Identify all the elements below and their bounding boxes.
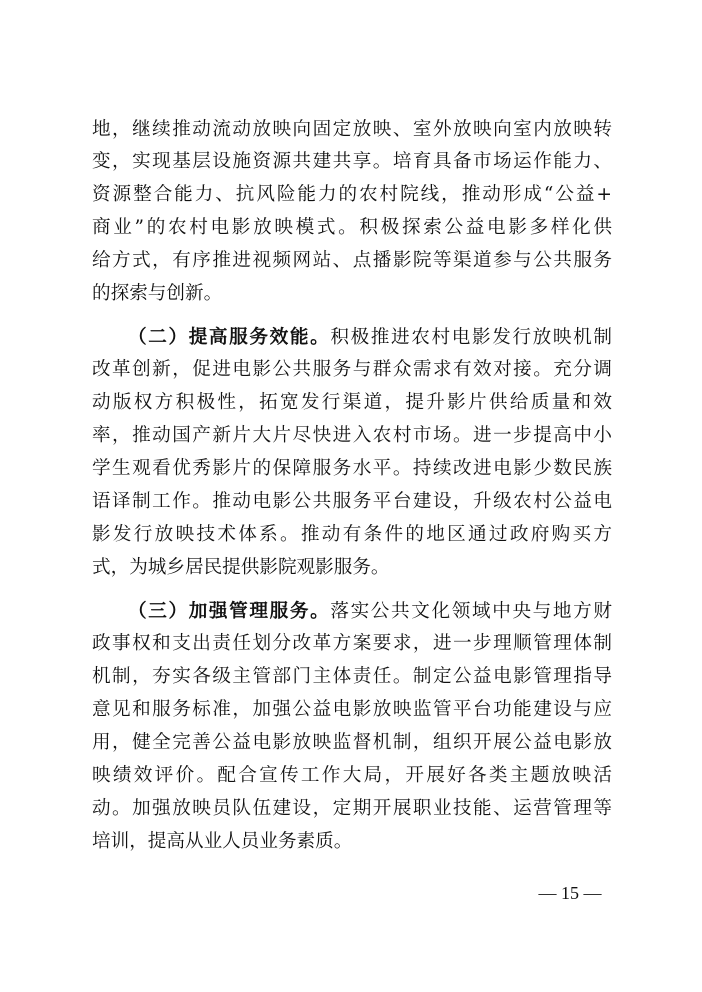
paragraph-3-line-8: 培训，提高从业人员业务素质。 [92,831,353,852]
paragraph-3-line-5: 用，健全完善公益电影放映监督机制，组织开展公益电影放 [92,732,612,753]
paragraph-3-first-line-text: 落实公共文化领域中央与地方财 [330,601,612,622]
section-heading-3: （三）加强管理服务。 [128,601,331,622]
paragraph-2-line-5: 学生观看优秀影片的保障服务水平。持续改进电影少数民族 [92,458,612,479]
paragraph-2-first-line-text: 积极推进农村电影发行放映机制 [330,327,612,348]
section-heading-2: （二）提高服务效能。 [128,327,331,348]
paragraph-2-line-8: 式，为城乡居民提供影院观影服务。 [92,557,390,578]
paragraph-3-line-2: 政事权和支出责任划分改革方案要求，进一步理顺管理体制 [92,633,612,654]
page-number: — 15 — [538,883,602,903]
paragraph-1-line-6: 的探索与创新。 [92,283,223,304]
paragraph-2-line-3: 动版权方积极性，拓宽发行渠道，提升影片供给质量和效 [92,392,612,413]
paragraph-2-line-4: 率，推动国产新片大片尽快进入农村市场。进一步提高中小 [92,425,612,446]
paragraph-3-line-6: 映绩效评价。配合宣传工作大局，开展好各类主题放映活 [92,765,612,786]
paragraph-2-line-7: 影发行放映技术体系。推动有条件的地区通过政府购买方 [92,524,612,545]
paragraph-1-line-2: 变，实现基层设施资源共建共享。培育具备市场运作能力、 [92,151,612,172]
paragraph-3-line-7: 动。加强放映员队伍建设，定期开展职业技能、运营管理等 [92,798,612,819]
paragraph-1-line-5: 给方式，有序推进视频网站、点播影院等渠道参与公共服务 [92,250,612,271]
paragraph-1-line-3: 资源整合能力、抗风险能力的农村院线，推动形成“公益+ [92,184,612,205]
paragraph-3-first-line [128,597,612,627]
paragraph-1-line-1: 地，继续推动流动放映向固定放映、室外放映向室内放映转 [92,119,612,140]
paragraph-1-line-4: 商业”的农村电影放映模式。积极探索公益电影多样化供 [92,217,612,238]
paragraph-2-line-6: 语译制工作。推动电影公共服务平台建设，升级农村公益电 [92,491,612,512]
paragraph-2-first-line [128,323,612,353]
paragraph-2-line-2: 改革创新，促进电影公共服务与群众需求有效对接。充分调 [92,359,612,380]
paragraph-3-line-4: 意见和服务标准，加强公益电影放映监管平台功能建设与应 [92,699,612,720]
paragraph-3-line-3: 机制，夯实各级主管部门主体责任。制定公益电影管理指导 [92,666,612,687]
